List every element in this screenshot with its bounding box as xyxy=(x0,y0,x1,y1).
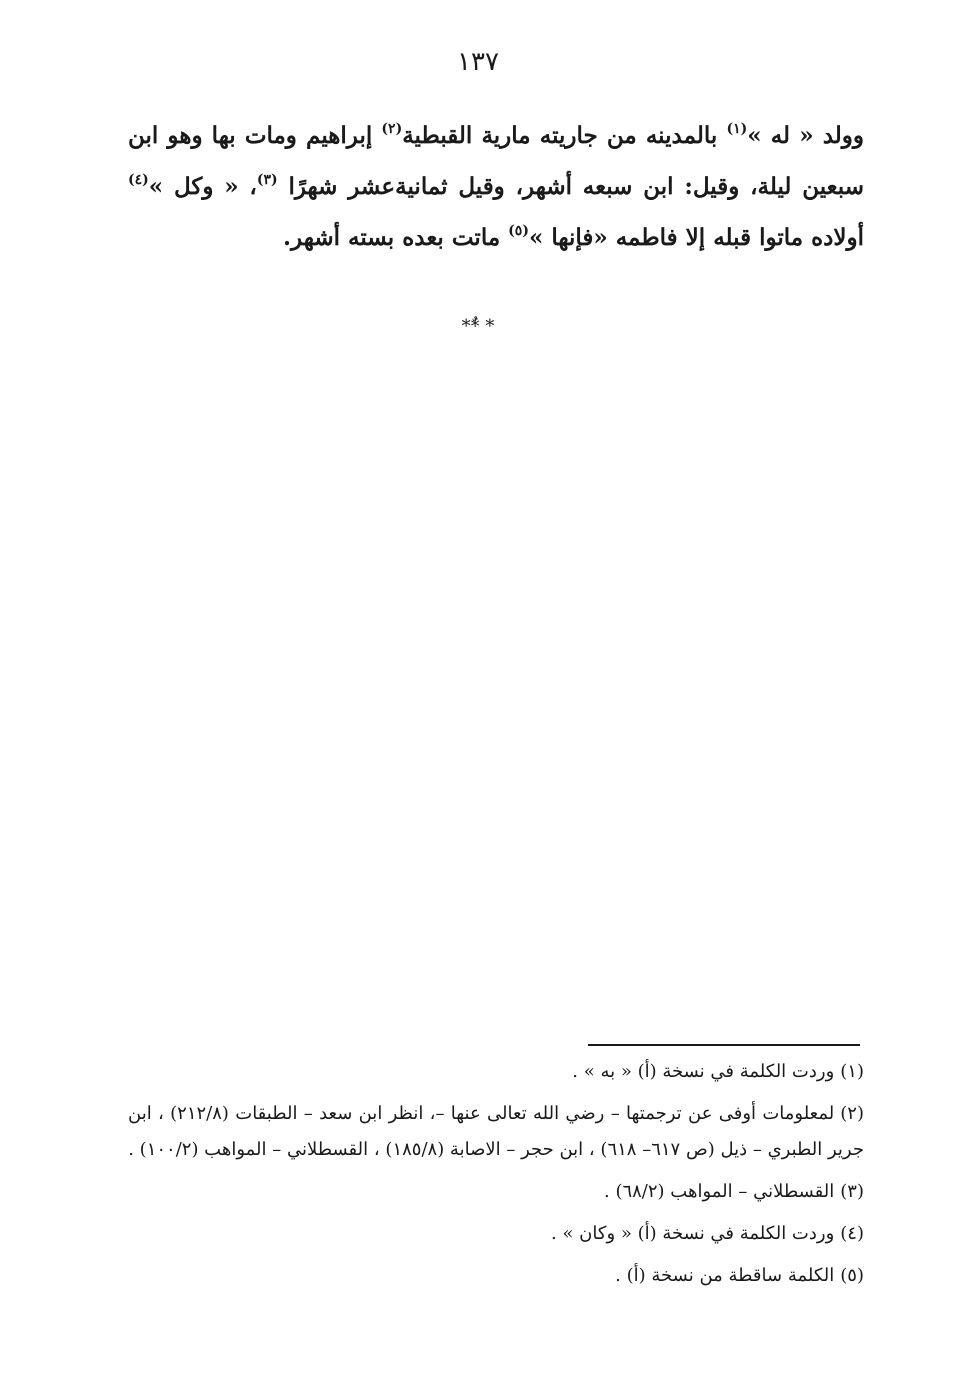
footnote-text: الكلمة ساقطة من نسخة (أ) . xyxy=(615,1265,835,1286)
footnote-divider xyxy=(588,1044,860,1046)
footnote-item xyxy=(128,1054,864,1090)
text-segment: أولاده ماتوا قبله إلا فاطمه «فإنها » xyxy=(528,224,864,251)
footnote-text: لمعلومات أوفى عن ترجمتها – رضي الله تعالى عنها –، انظر ابن سعد – الطبقات (٢١٢/٨) ، ابن جرير الطبري – ذيل (ص ٦١٧– ٦١٨) ، ابن حجر – الاصابة (١٨٥/٨) ، القسطلاني – المواهب (١٠٠/٢) . xyxy=(128,1103,864,1160)
footnote-item xyxy=(128,1216,864,1252)
footnote-ref-4[interactable]: (٤) xyxy=(128,172,149,188)
footnote-item xyxy=(128,1174,864,1210)
text-segment: ماتت بعده بسته أشهر. xyxy=(283,224,509,251)
footnote-ref-5[interactable]: (٥) xyxy=(508,223,529,239)
footnote-text: وردت الكلمة في نسخة (أ) « وكان » . xyxy=(551,1223,835,1244)
footnote-number: (٥) xyxy=(840,1265,864,1286)
text-segment: ، « وكل » xyxy=(148,173,257,200)
text-segment: بالمدينه من جاريته مارية القبطية xyxy=(402,122,727,149)
footnote-text: القسطلاني – المواهب (٦٨/٢) . xyxy=(604,1181,835,1202)
text-segment: إبراهيم ومات بها وهو ابن سبعين ليلة، وقيل: ابن سبعه أشهر، وقيل ثمانيةعشر شهرًا xyxy=(128,122,864,200)
section-separator: * *ٌ* xyxy=(461,316,495,337)
footnote-text: وردت الكلمة في نسخة (أ) « به » . xyxy=(572,1061,835,1082)
page-number: ١٣٧ xyxy=(457,47,499,77)
footnote-number: (٤) xyxy=(840,1223,864,1244)
footnote-number: (٢) xyxy=(840,1103,864,1124)
footnote-number: (١) xyxy=(840,1061,864,1082)
footnote-item xyxy=(128,1096,864,1168)
main-paragraph xyxy=(128,112,864,265)
footnote-ref-2[interactable]: (٢) xyxy=(381,121,403,137)
footnotes-list xyxy=(128,1054,864,1300)
text-segment: وولد « له » xyxy=(747,122,864,149)
footnote-number: (٣) xyxy=(840,1181,864,1202)
footnote-item xyxy=(128,1258,864,1294)
footnote-ref-1[interactable]: (١) xyxy=(726,121,748,137)
footnote-ref-3[interactable]: (٣) xyxy=(256,172,278,188)
